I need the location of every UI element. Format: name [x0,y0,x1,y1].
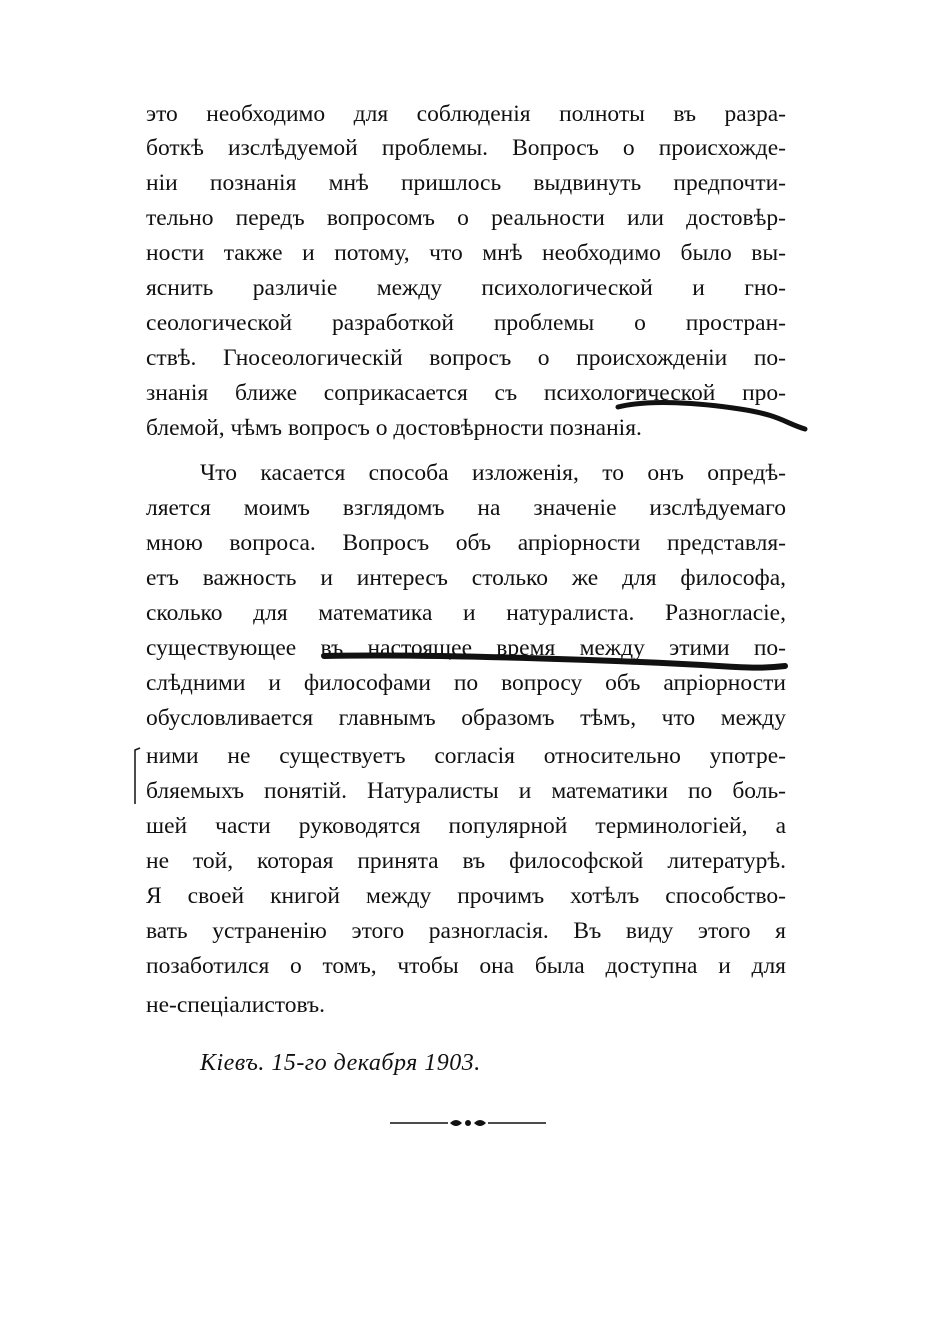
text-line: бляемыхъ понятій. Натуралисты и математики по боль- [146,778,786,804]
text-line: мною вопроса. Вопросъ объ апріорности представля- [146,530,786,556]
text-line: не той, которая принята въ философской литературѣ. [146,848,786,874]
text-line: сколько для математика и натуралиста. Разногласіе, [146,600,786,626]
margin-bracket-mark [132,746,142,806]
text-line: яснить различіе между психологической и гно- [146,275,786,301]
text-line: етъ важность и интересъ столько же для философа, [146,565,786,591]
text-line: ними не существуетъ согласія относительно употре- [146,743,786,769]
text-line: вать устраненію этого разногласія. Въ виду этого я [146,918,786,944]
text-line: боткѣ изслѣдуемой проблемы. Вопросъ о происхожде- [146,135,786,161]
text-line: тельно передъ вопросомъ о реальности или достовѣр- [146,205,786,231]
text-line: блемой, чѣмъ вопросъ о достовѣрности познанія. [146,415,642,441]
text-line: ніи познанія мнѣ пришлось выдвинуть предпочти- [146,170,786,196]
text-line: слѣдними и философами по вопросу объ апріорности [146,670,786,696]
ornament-divider [388,1113,548,1133]
text-line: позаботился о томъ, чтобы она была доступна и для [146,953,786,979]
text-line: ности также и потому, что мнѣ необходимо было вы- [146,240,786,266]
text-line: сеологической разработкой проблемы о простран- [146,310,786,336]
text-line: обусловливается главнымъ образомъ тѣмъ, что между [146,705,786,731]
text-line: не-спеціалистовъ. [146,992,325,1018]
date-signature: Кіевъ. 15-го декабря 1903. [200,1050,481,1076]
text-line: ляется моимъ взглядомъ на значеніе изслѣдуемаго [146,495,786,521]
text-line: шей части руководятся популярной терминологіей, а [146,813,786,839]
text-line: Я своей книгой между прочимъ хотѣлъ способство- [146,883,786,909]
text-line: существующее въ настоящее время между этими по- [146,635,786,661]
text-line: это необходимо для соблюденія полноты въ разра- [146,101,786,127]
text-line: ствѣ. Гносеологическій вопросъ о происхожденіи по- [146,345,786,371]
text-line: Что касается способа изложенія, то онъ опредѣ- [200,460,786,486]
text-line: знанія ближе соприкасается съ психологической про- [146,380,786,406]
